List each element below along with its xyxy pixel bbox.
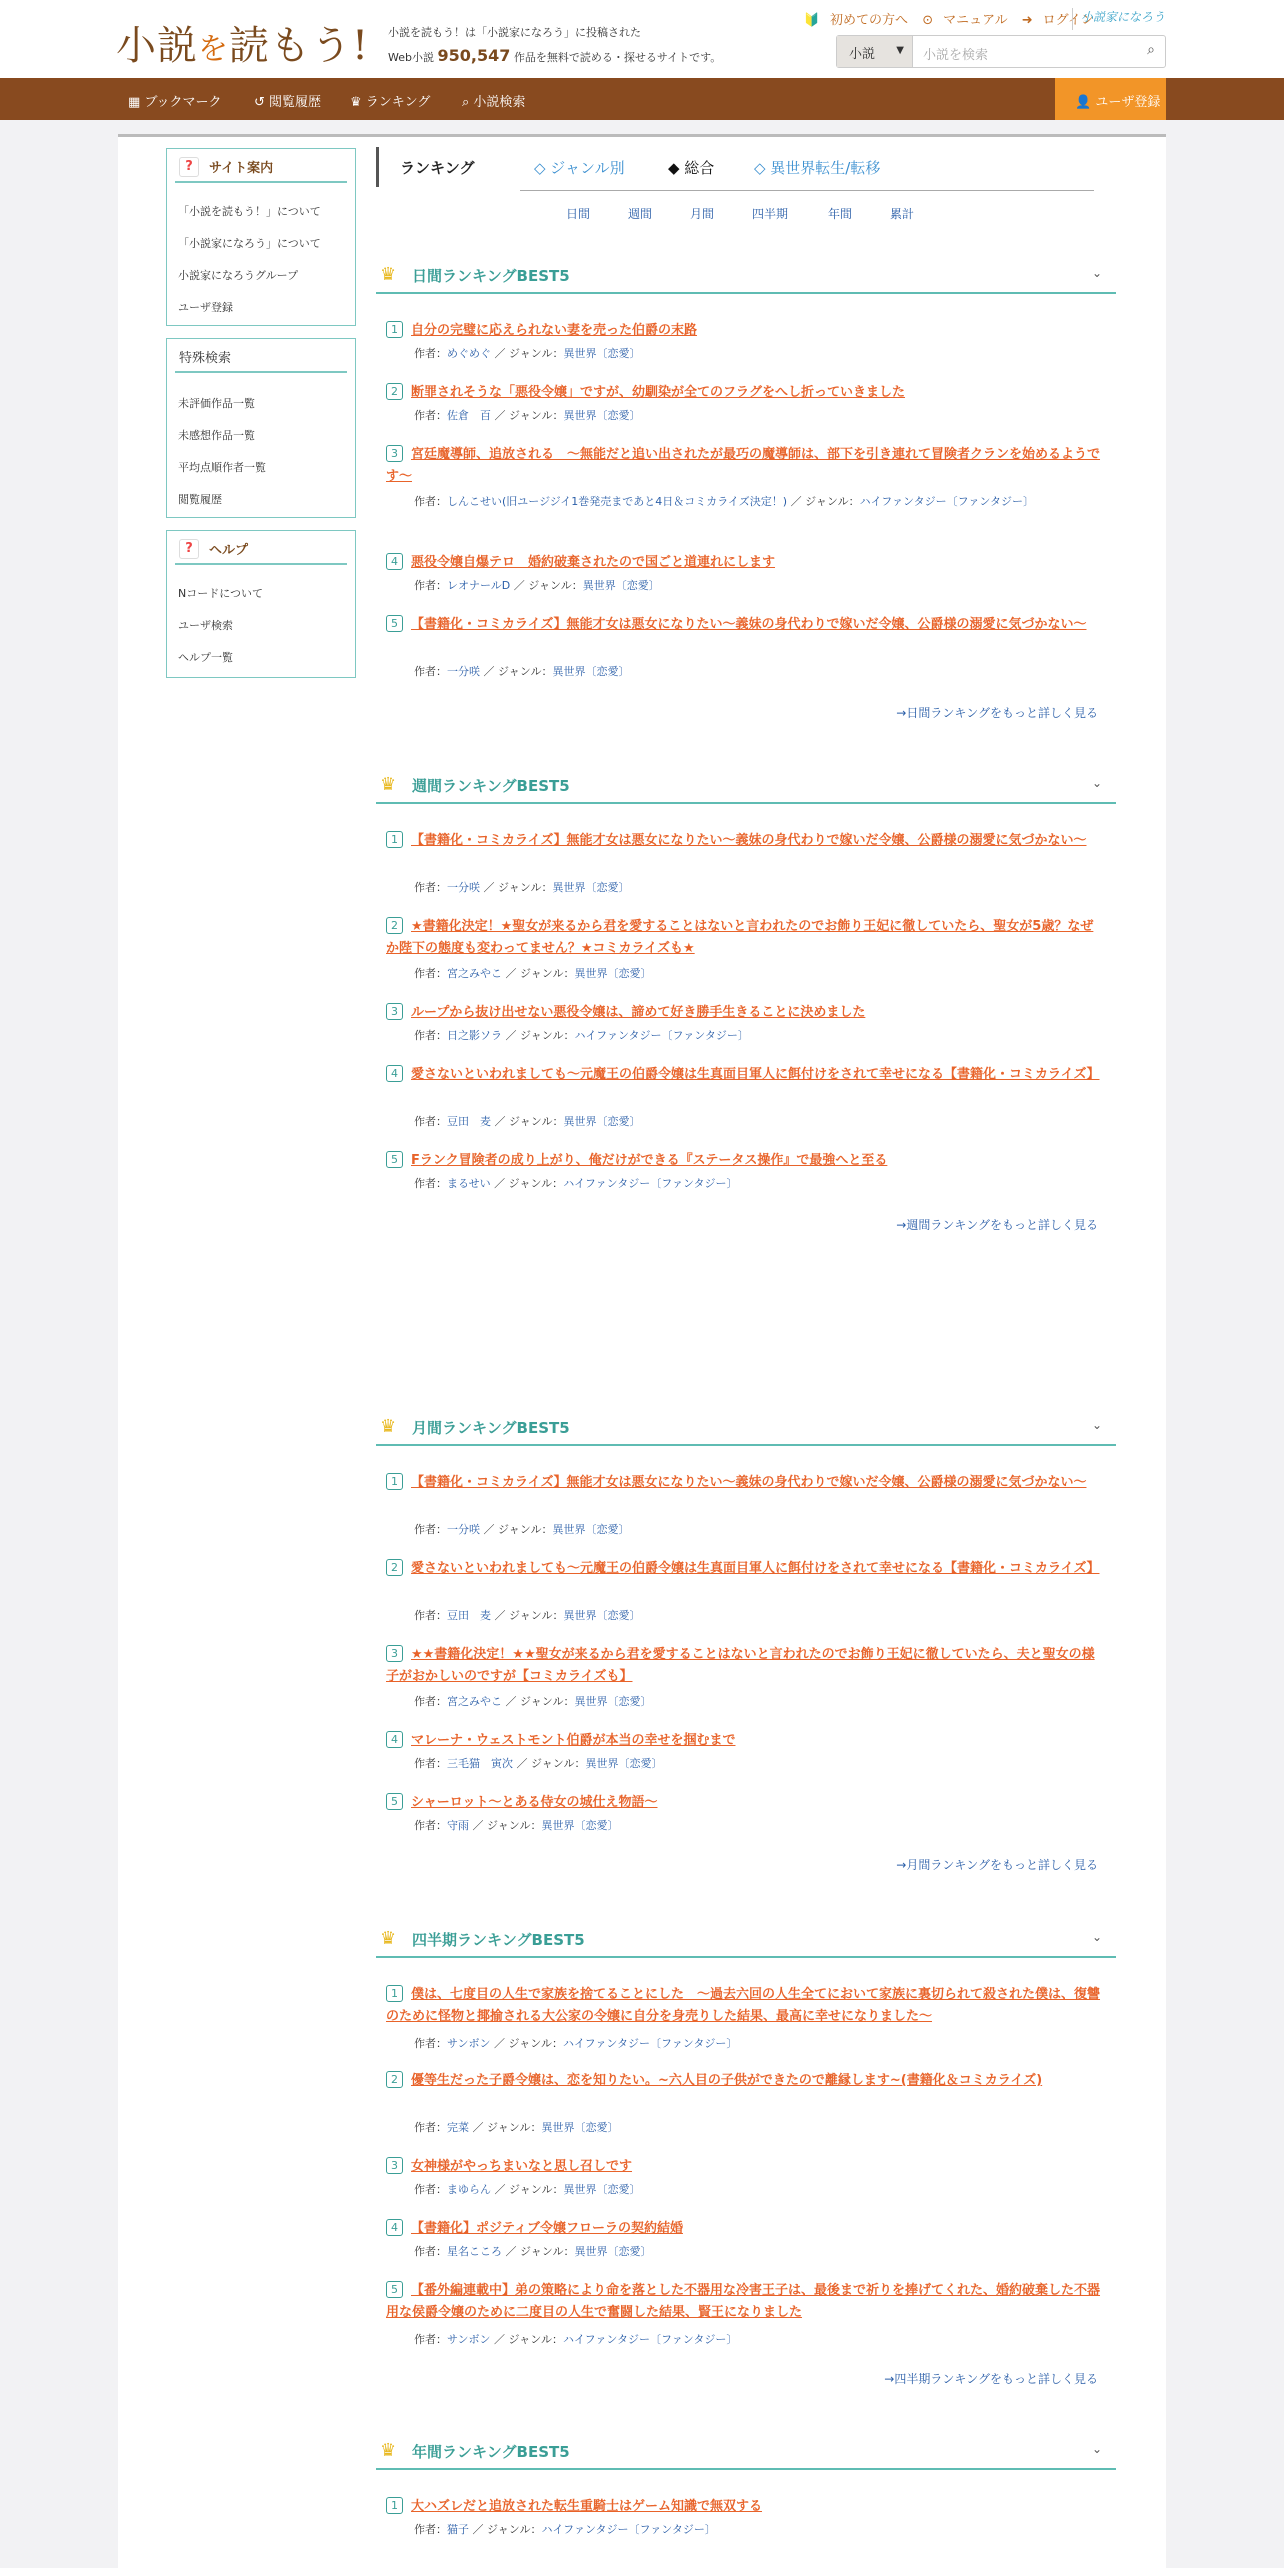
search-box (836, 35, 1166, 68)
more-link[interactable]: →日間ランキングをもっと詳しく見る (896, 706, 1098, 720)
crown-icon: ♛ (380, 1928, 397, 1949)
chevron-down-icon[interactable]: ⌄ (1091, 2442, 1102, 2456)
ranking-entry-title[interactable]: 5 シャーロット～とある侍女の城仕え物語～ (386, 1792, 1106, 1814)
ranking-entry-title[interactable]: 4 マレーナ・ウェストモント伯爵が本当の幸せを掴むまで (386, 1730, 1106, 1752)
sidebar-item[interactable]: 未感想作品一覧 (178, 429, 255, 442)
ranking-entry-meta: 作者：完菜 ／ ジャンル：異世界〔恋愛〕 (414, 2121, 619, 2134)
ranking-section-header[interactable]: ♛ 年間ランキングBEST5 ⌄ (376, 2432, 1116, 2470)
sidebar-item[interactable]: Nコードについて (178, 587, 264, 600)
manual-link[interactable]: ⊙ マニュアル (922, 13, 1008, 28)
chevron-down-icon: ▼ (896, 45, 904, 56)
ranking-entry-meta: 作者：一分咲 ／ ジャンル：異世界〔恋愛〕 (414, 665, 630, 678)
ranking-entry-meta: 作者：猫子 ／ ジャンル：ハイファンタジー〔ファンタジー〕 (414, 2523, 716, 2536)
ranking-entry-meta: 作者：一分咲 ／ ジャンル：異世界〔恋愛〕 (414, 881, 630, 894)
ranking-entry-title[interactable]: 1 僕は、七度目の人生で家族を捨てることにした ～過去六回の人生全てにおいて家族に裏切られて殺された僕は、復讐のために怪物と揶揄される大公家の令嬢に自分を身売りした結果、最高に幸せになりました～ (386, 1987, 1101, 2024)
site-tagline: 小説を読もう！は「小説家になろう」に投稿された (388, 26, 641, 39)
history-icon: ↺ (254, 95, 265, 110)
sidebar-item[interactable]: 閲覧履歴 (178, 493, 222, 506)
search-category-select[interactable]: 小説 ▼ (837, 36, 913, 67)
sidebar-guide-title: ? サイト案内 (175, 157, 347, 183)
period-link[interactable]: 年間 (828, 207, 853, 221)
crown-icon: ♛ (380, 774, 397, 795)
ranking-entry-meta: 作者：しんこせい(旧ユージジイ1巻発売まであと4日＆コミカライズ決定！) ／ ジャンル：ハイファンタジー〔ファンタジー〕 (414, 495, 1034, 508)
list-icon: ▦ (128, 95, 141, 110)
crown-icon: ♛ (380, 2440, 397, 2461)
sidebar-guide (166, 148, 356, 326)
ranking-entry-title[interactable]: 3 女神様がやっちまいなと思し召しです (386, 2156, 1106, 2178)
ranking-entry-title[interactable]: 1 大ハズレだと追放された転生重騎士はゲーム知識で無双する (386, 2496, 1106, 2518)
chevron-down-icon[interactable]: ⌄ (1091, 1930, 1102, 1944)
sidebar-special-title: 特殊検索 (175, 347, 347, 373)
ranking-entry-meta: 作者：サンボン ／ ジャンル：ハイファンタジー〔ファンタジー〕 (414, 2037, 738, 2050)
chevron-down-icon[interactable]: ⌄ (1091, 1418, 1102, 1432)
crown-icon: ♛ (350, 95, 362, 110)
ranking-entry-meta: 作者：宮之みやこ ／ ジャンル：異世界〔恋愛〕 (414, 1695, 652, 1708)
ranking-entry-title[interactable]: 4 悪役令嬢自爆テロ 婚約破棄されたので国ごと道連れにします (386, 552, 1106, 574)
register-button[interactable]: 👤 ユーザ登録 (1055, 78, 1166, 120)
crown-icon: ♛ (380, 1416, 397, 1437)
more-link[interactable]: →週間ランキングをもっと詳しく見る (896, 1218, 1098, 1232)
beginner-link[interactable]: 🔰 初めての方へ (803, 13, 909, 28)
ranking-entry-meta: 作者：佐倉 百 ／ ジャンル：異世界〔恋愛〕 (414, 409, 641, 422)
sidebar-item[interactable]: 小説家になろうグループ (178, 269, 299, 282)
sidebar-item[interactable]: 未評価作品一覧 (178, 397, 255, 410)
main-nav (0, 78, 1284, 120)
ranking-entry-title[interactable]: 2 優等生だった子爵令嬢は、恋を知りたい。~六人目の子供ができたので離縁します~(書籍化＆コミカライズ) (386, 2070, 1106, 2092)
ranking-entry-title[interactable]: 4 愛さないといわれましても～元魔王の伯爵令嬢は生真面目軍人に餌付けをされて幸せになる【書籍化・コミカライズ】 (386, 1064, 1106, 1086)
sidebar-help-title: ? ヘルプ (175, 539, 347, 565)
ranking-section-header[interactable]: ♛ 日間ランキングBEST5 ⌄ (376, 256, 1116, 294)
ranking-entry-meta: 作者：サンボン ／ ジャンル：ハイファンタジー〔ファンタジー〕 (414, 2333, 738, 2346)
tab-overall[interactable]: ◆ 総合 (668, 159, 715, 177)
ranking-entry-meta: 作者：星名こころ ／ ジャンル：異世界〔恋愛〕 (414, 2245, 652, 2258)
chevron-down-icon[interactable]: ⌄ (1091, 266, 1102, 280)
ranking-entry-title[interactable]: 3 ★★書籍化決定！★★聖女が来るから君を愛することはないと言われたのでお飾り王妃に徹していたら、夫と聖女の様子がおかしいのですが【コミカライズも】 (386, 1647, 1095, 1684)
nav-ranking[interactable]: ♛ ランキング (350, 95, 431, 110)
nav-history[interactable]: ↺ 閲覧履歴 (254, 95, 322, 110)
ranking-entry-title[interactable]: 1 自分の完璧に応えられない妻を売った伯爵の末路 (386, 320, 1106, 342)
sidebar-item[interactable]: ユーザ登録 (178, 301, 233, 314)
period-link[interactable]: 月間 (690, 207, 715, 221)
ranking-section-header[interactable]: ♛ 月間ランキングBEST5 ⌄ (376, 1408, 1116, 1446)
period-link[interactable]: 累計 (890, 207, 915, 221)
ranking-entry-meta: 作者：一分咲 ／ ジャンル：異世界〔恋愛〕 (414, 1523, 630, 1536)
ranking-entry-meta: 作者：日之影ソラ ／ ジャンル：ハイファンタジー〔ファンタジー〕 (414, 1029, 749, 1042)
nav-bookmark[interactable]: ▦ ブックマーク (128, 95, 222, 110)
ranking-entry-title[interactable]: 5 Fランク冒険者の成り上がり、俺だけができる『ステータス操作』で最強へと至る (386, 1150, 1106, 1172)
tab-marker (376, 147, 379, 187)
narou-logo[interactable]: 小説家になろう (1072, 8, 1166, 30)
works-count: 950,547 (437, 46, 511, 65)
ranking-entry-meta: 作者：豆田 麦 ／ ジャンル：異世界〔恋愛〕 (414, 1609, 641, 1622)
login-link[interactable]: ➜ ログイン (1021, 13, 1094, 28)
period-link[interactable]: 四半期 (752, 207, 789, 221)
more-link[interactable]: →四半期ランキングをもっと詳しく見る (884, 2372, 1098, 2386)
ranking-entry-title[interactable]: 3 宮廷魔導師、追放される ～無能だと追い出されたが最巧の魔導師は、部下を引き連れて冒険者クランを始めるようです～ (386, 447, 1101, 484)
sidebar-item[interactable]: 平均点順作者一覧 (178, 461, 266, 474)
ranking-entry-meta: 作者：守雨 ／ ジャンル：異世界〔恋愛〕 (414, 1819, 619, 1832)
question-icon: ? (179, 539, 199, 559)
ranking-entry-title[interactable]: 5 【書籍化・コミカライズ】無能才女は悪女になりたい～義妹の身代わりで嫁いだ令嬢、公爵様の溺愛に気づかない～ (386, 614, 1106, 636)
search-icon: ⌕ (462, 95, 470, 110)
sidebar-item[interactable]: 「小説を読もう！」について (178, 205, 321, 218)
tab-divider (520, 190, 1094, 191)
sidebar-help (166, 530, 356, 678)
ranking-entry-title[interactable]: 5 【番外編連載中】弟の策略により命を落とした不器用な冷害王子は、最後まで祈りを捧げてくれた、婚約破棄した不器用な侯爵令嬢のために二度目の人生で奮闘した結果、賢王になりました (386, 2283, 1101, 2320)
ranking-entry-meta: 作者：三毛猫 寅次 ／ ジャンル：異世界〔恋愛〕 (414, 1757, 663, 1770)
ranking-entry-title[interactable]: 1 【書籍化・コミカライズ】無能才女は悪女になりたい～義妹の身代わりで嫁いだ令嬢、公爵様の溺愛に気づかない～ (386, 1472, 1106, 1494)
search-input[interactable]: 小説を検索 (923, 48, 989, 63)
ranking-entry-title[interactable]: 3 ループから抜け出せない悪役令嬢は、諦めて好き勝手生きることに決めました (386, 1002, 1106, 1024)
ranking-entry-title[interactable]: 2 ★書籍化決定！★聖女が来るから君を愛することはないと言われたのでお飾り王妃に徹していたら、聖女が5歳？なぜか陛下の態度も変わってません？★コミカライズも★ (386, 919, 1094, 956)
ranking-entry-meta: 作者：まゆらん ／ ジャンル：異世界〔恋愛〕 (414, 2183, 641, 2196)
sidebar-item[interactable]: 「小説家になろう」について (178, 237, 321, 250)
ranking-section-header[interactable]: ♛ 週間ランキングBEST5 ⌄ (376, 766, 1116, 804)
nav-search[interactable]: ⌕ 小説検索 (462, 95, 526, 110)
period-link[interactable]: 週間 (628, 207, 653, 221)
site-header (0, 0, 1284, 78)
ranking-entry-title[interactable]: 1 【書籍化・コミカライズ】無能才女は悪女になりたい～義妹の身代わりで嫁いだ令嬢、公爵様の溺愛に気づかない～ (386, 830, 1106, 852)
ranking-entry-meta: 作者：めぐめぐ ／ ジャンル：異世界〔恋愛〕 (414, 347, 641, 360)
tab-genre[interactable]: ◇ ジャンル別 (534, 159, 625, 177)
ranking-entry-title[interactable]: 2 断罪されそうな「悪役令嬢」ですが、幼馴染が全てのフラグをへし折っていきました (386, 382, 1106, 404)
more-link[interactable]: →月間ランキングをもっと詳しく見る (896, 1858, 1098, 1872)
site-logo[interactable]: 小説を読もう! (116, 23, 370, 69)
top-links (794, 9, 1094, 28)
user-icon: 👤 (1075, 95, 1092, 110)
ranking-section-header[interactable]: ♛ 四半期ランキングBEST5 ⌄ (376, 1920, 1116, 1958)
works-count-text: Web小説 950,547 作品を無料で読める・探せるサイトです。 (388, 46, 722, 65)
tab-isekai[interactable]: ◇ 異世界転生/転移 (754, 159, 881, 177)
sidebar-item[interactable]: ユーザ検索 (178, 619, 233, 632)
question-icon: ? (179, 157, 199, 177)
sidebar-item[interactable]: ヘルプ一覧 (178, 651, 233, 664)
period-link[interactable]: 日間 (566, 207, 591, 221)
ranking-entry-meta: 作者：レオナールD ／ ジャンル：異世界〔恋愛〕 (414, 579, 660, 592)
crown-icon: ♛ (380, 264, 397, 285)
sidebar-special (166, 338, 356, 518)
search-icon[interactable]: ⌕ (1147, 42, 1155, 58)
ranking-entry-meta: 作者：まるせい ／ ジャンル：ハイファンタジー〔ファンタジー〕 (414, 1177, 738, 1190)
ranking-entry-meta: 作者：宮之みやこ ／ ジャンル：異世界〔恋愛〕 (414, 967, 652, 980)
ranking-entry-meta: 作者：豆田 麦 ／ ジャンル：異世界〔恋愛〕 (414, 1115, 641, 1128)
ranking-entry-title[interactable]: 2 愛さないといわれましても～元魔王の伯爵令嬢は生真面目軍人に餌付けをされて幸せになる【書籍化・コミカライズ】 (386, 1558, 1106, 1580)
chevron-down-icon[interactable]: ⌄ (1091, 776, 1102, 790)
tab-ranking: ランキング (400, 159, 475, 177)
ranking-entry-title[interactable]: 4 【書籍化】ポジティブ令嬢フローラの契約結婚 (386, 2218, 1106, 2240)
